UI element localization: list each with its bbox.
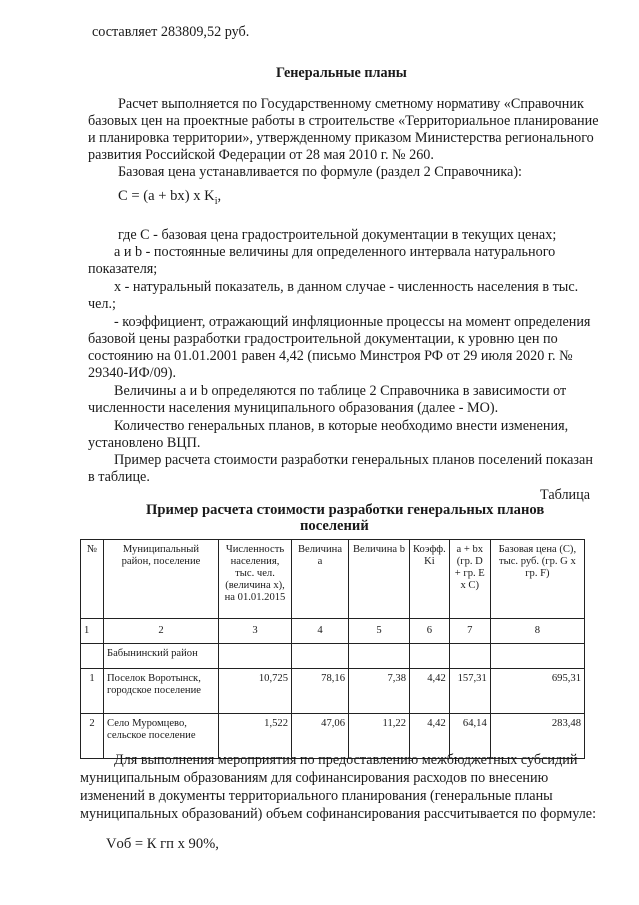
paragraph-line: Пример расчета стоимости разработки генеральных планов поселений показан: [114, 452, 593, 468]
column-number: 1: [81, 619, 104, 644]
column-number: 7: [449, 619, 490, 644]
paragraph-line: Расчет выполняется по Государственному сметному нормативу «Справочник: [118, 96, 584, 112]
value-a: 78,16: [292, 669, 349, 714]
header-cell: Базовая цена (С), тыс. руб. (гр. G x гр. F): [490, 540, 584, 619]
coefficient-ki: 4,42: [410, 669, 450, 714]
header-cell: Величина b: [349, 540, 410, 619]
population-value: 10,725: [219, 669, 292, 714]
definition-line: показателя;: [88, 261, 158, 277]
empty-cell: [410, 644, 450, 669]
definition-line: чел.;: [88, 296, 117, 312]
empty-cell: [81, 644, 104, 669]
column-number: 6: [410, 619, 450, 644]
table-title: Пример расчета стоимости разработки генеральных планов: [146, 502, 545, 518]
table-header-row: [81, 540, 585, 619]
base-price: 695,31: [490, 669, 584, 714]
paragraph-line: развития Российской Федерации от 28 мая 2010 г. № 260.: [88, 147, 434, 163]
paragraph-line: численности населения муниципального образования (далее - МО).: [88, 400, 499, 416]
column-number: 8: [490, 619, 584, 644]
paragraph-line: Для выполнения мероприятия по предоставлению межбюджетных субсидий: [114, 752, 578, 768]
empty-cell: [292, 644, 349, 669]
cost-example-table: [80, 539, 585, 759]
district-name: Бабынинский район: [104, 644, 219, 669]
a-plus-bx: 64,14: [449, 714, 490, 759]
definition-line: где С - базовая цена градостроительной документации в текущих ценах;: [118, 227, 557, 243]
definition-line: a и b - постоянные величины для определенного интервала натурального: [114, 244, 556, 260]
settlement-name: Поселок Воротынск, городское поселение: [104, 669, 219, 714]
header-cell: Муниципальный район, поселение: [104, 540, 219, 619]
definition-line: состоянию на 01.01.2001 равен 4,42 (письмо Минстроя РФ от 29 июля 2020 г. №: [88, 348, 573, 364]
header-cell: Численность населения, тыс. чел. (величина х), на 01.01.2015: [219, 540, 292, 619]
paragraph-line: Количество генеральных планов, в которые необходимо внести изменения,: [114, 418, 569, 434]
base-price: 283,48: [490, 714, 584, 759]
definition-line: 29340-ИФ/09).: [88, 365, 177, 381]
header-cell: Коэфф. Ki: [410, 540, 450, 619]
paragraph-line: в таблице.: [88, 469, 150, 485]
paragraph-line: установлено ВЦП.: [88, 435, 201, 451]
table-column-numbers-row: [81, 619, 585, 644]
empty-cell: [349, 644, 410, 669]
paragraph-line: изменений в документы территориального планирования (генеральные планы: [80, 788, 553, 804]
header-cell: №: [81, 540, 104, 619]
table-caption-label: Таблица: [540, 487, 591, 503]
row-number: 2: [81, 714, 104, 759]
paragraph-line: Базовая цена устанавливается по формуле (раздел 2 Справочника):: [118, 164, 523, 180]
definition-line: - коэффициент, отражающий инфляционные процессы на момент определения: [114, 314, 591, 330]
population-value: 1,522: [219, 714, 292, 759]
table-row: [81, 669, 585, 714]
settlement-name: Село Муромцево, сельское поселение: [104, 714, 219, 759]
value-b: 11,22: [349, 714, 410, 759]
paragraph-line: муниципальных образований) объем софинансирования рассчитывается по формуле:: [80, 806, 597, 822]
column-number: 3: [219, 619, 292, 644]
a-plus-bx: 157,31: [449, 669, 490, 714]
value-b: 7,38: [349, 669, 410, 714]
formula-subscript: i: [214, 195, 218, 207]
table-district-row: [81, 644, 585, 669]
header-cell: a + bx (гр. D + гр. E x C): [449, 540, 490, 619]
definition-line: базовой цены разработки градостроительной документации, к уровню цен по: [88, 331, 558, 347]
formula-main: C = (a + bx) x K: [118, 188, 215, 204]
column-number: 4: [292, 619, 349, 644]
empty-cell: [219, 644, 292, 669]
carryover-text-line: составляет 283809,52 руб.: [92, 24, 250, 40]
row-number: 1: [81, 669, 104, 714]
paragraph-line: и планировка территории», утвержденному приказом Министерства регионального: [88, 130, 594, 146]
formula-comma: ,: [217, 188, 222, 204]
column-number: 2: [104, 619, 219, 644]
column-number: 5: [349, 619, 410, 644]
paragraph-line: Величины a и b определяются по таблице 2 Справочника в зависимости от: [114, 383, 567, 399]
formula-cofinancing: Vоб = К гп х 90%,: [106, 836, 219, 852]
paragraph-line: муниципальным образованиям для софинансирования расходов по внесению: [80, 770, 549, 786]
coefficient-ki: 4,42: [410, 714, 450, 759]
table-title: поселений: [300, 518, 369, 534]
empty-cell: [490, 644, 584, 669]
section-heading: Генеральные планы: [276, 65, 407, 81]
value-a: 47,06: [292, 714, 349, 759]
paragraph-line: базовых цен на проектные работы в строительстве «Территориальное планирование: [88, 113, 599, 129]
formula-base-price: [118, 188, 221, 210]
definition-line: х - натуральный показатель, в данном случае - численность населения в тыс.: [114, 279, 579, 295]
empty-cell: [449, 644, 490, 669]
header-cell: Величина a: [292, 540, 349, 619]
